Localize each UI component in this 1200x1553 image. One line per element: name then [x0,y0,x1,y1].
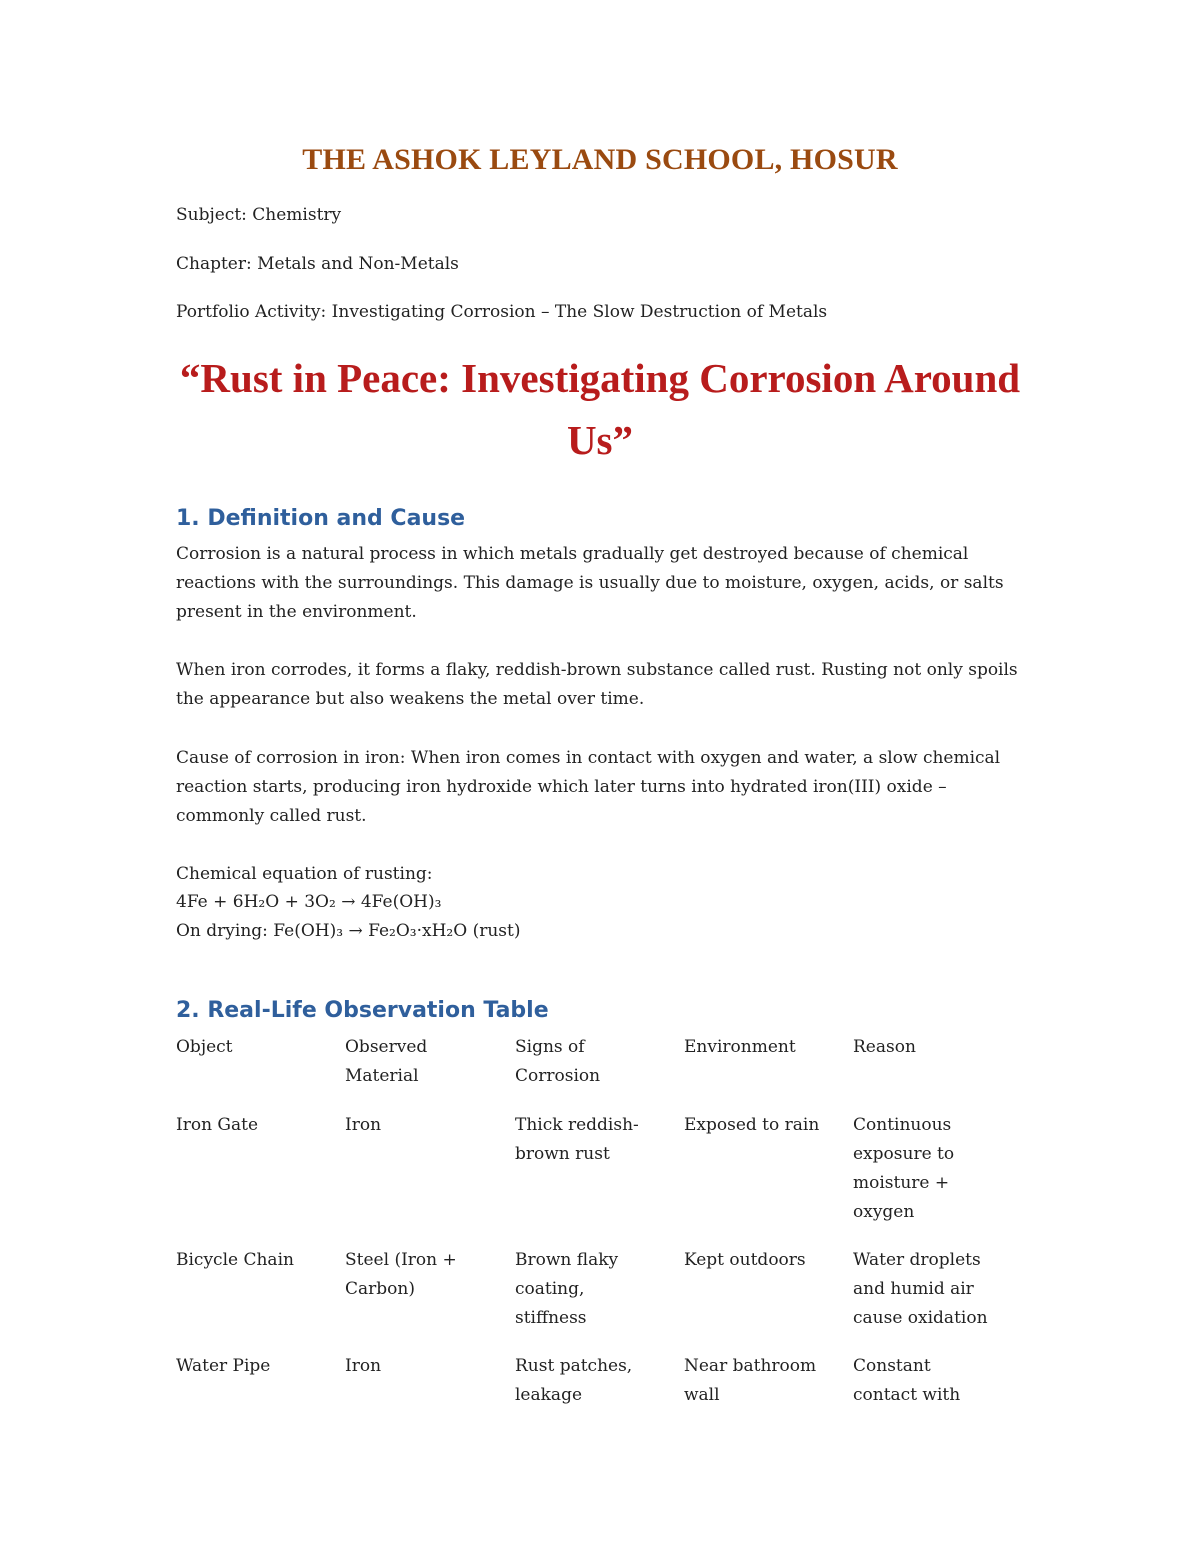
title-line-2: Us” [566,417,634,463]
section-2-heading: 2. Real-Life Observation Table [176,998,549,1023]
table-cell: Water droplets and humid air cause oxidation [853,1250,988,1328]
table-cell: Iron [345,1115,382,1135]
table-cell: Steel (Iron + Carbon) [345,1250,457,1299]
table-header-cell: Object [176,1037,233,1057]
subject-line: Subject: Chemistry [176,205,342,225]
section-1-heading: 1. Definition and Cause [176,506,466,531]
school-name: THE ASHOK LEYLAND SCHOOL, HOSUR [302,143,898,176]
document-title [150,350,1050,468]
table-cell: Continuous exposure to moisture + oxygen [853,1115,955,1222]
table-cell: Brown flaky coating, stiffness [515,1250,619,1328]
table-cell: Near bathroom wall [684,1356,817,1405]
table-cell: Water Pipe [176,1356,271,1376]
table-cell: Thick reddish-brown rust [515,1115,639,1164]
activity-line: Portfolio Activity: Investigating Corrosion – The Slow Destruction of Metals [176,302,828,322]
table-header-cell: Observed Material [345,1037,428,1086]
table-cell: Exposed to rain [684,1115,820,1135]
rust-paragraph: When iron corrodes, it forms a flaky, reddish-brown substance called rust. Rusting not only spoils the appearance but also weakens the metal over time. [176,660,1018,709]
definition-paragraph: Corrosion is a natural process in which metals gradually get destroyed because of chemical reactions with the surroundings. This damage is usually due to moisture, oxygen, acids, or salts present in the environment. [176,544,1004,622]
table-cell: Kept outdoors [684,1250,806,1270]
table-cell: Rust patches, leakage [515,1356,633,1405]
rusting-equation: 4Fe + 6H₂O + 3O₂ → 4Fe(OH)₃ [176,892,442,912]
chapter-line: Chapter: Metals and Non-Metals [176,254,459,274]
table-cell: Iron [345,1356,382,1376]
table-header-cell: Reason [853,1037,916,1057]
table-cell: Constant contact with [853,1356,961,1405]
table-header-cell: Environment [684,1037,796,1057]
table-cell: Bicycle Chain [176,1250,294,1270]
equation-label: Chemical equation of rusting: [176,864,433,884]
table-cell: Iron Gate [176,1115,259,1135]
cause-paragraph: Cause of corrosion in iron: When iron comes in contact with oxygen and water, a slow chemical reaction starts, producing iron hydroxide which later turns into hydrated iron(III) oxide – commonly called rust. [176,748,1001,826]
title-line-1: “Rust in Peace: Investigating Corrosion Around [179,355,1021,401]
table-header-cell: Signs of Corrosion [515,1037,601,1086]
drying-equation: On drying: Fe(OH)₃ → Fe₂O₃·xH₂O (rust) [176,921,521,941]
